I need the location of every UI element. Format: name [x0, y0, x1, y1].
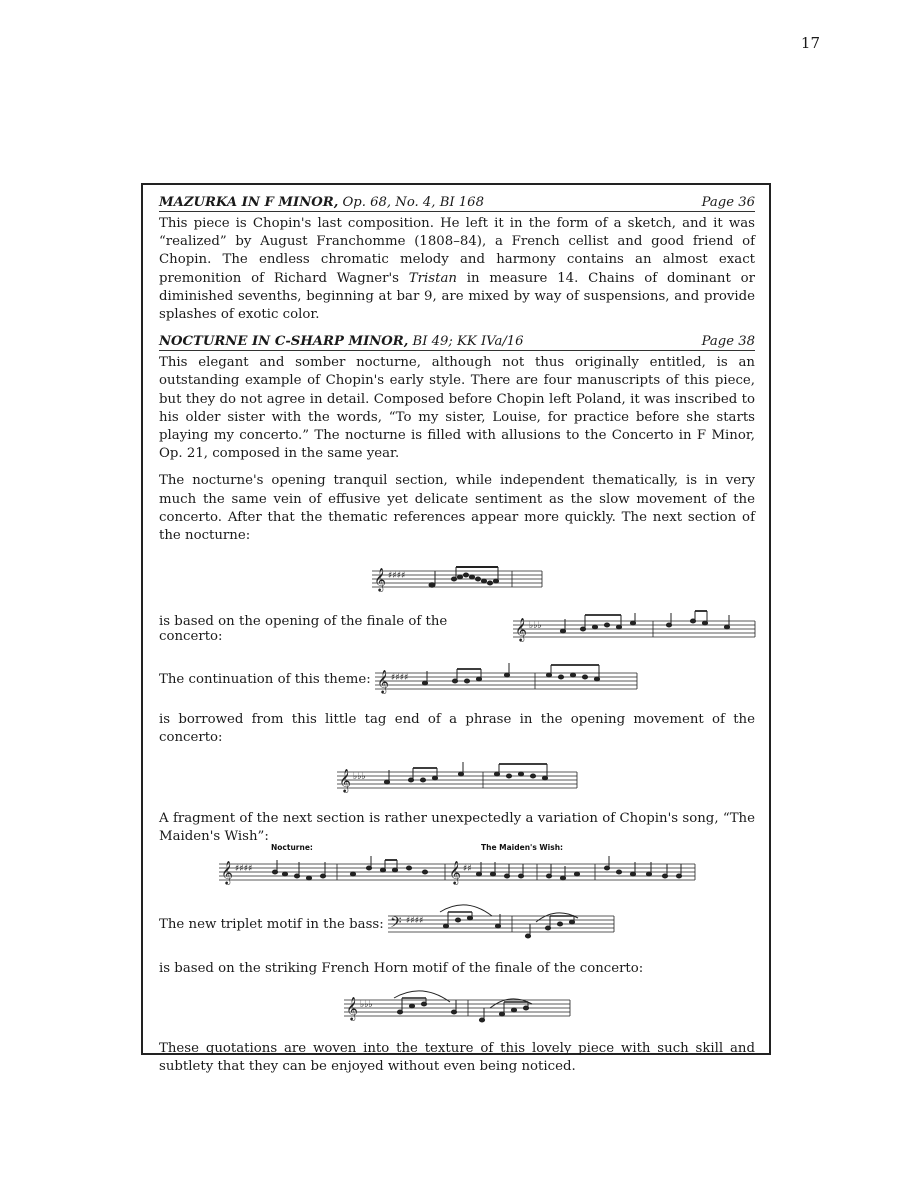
fragment-text: A fragment of the next section is rather unexpectedly a variation of Chopin's song, “The Maiden's Wish”:	[159, 810, 755, 844]
svg-text:𝄞: 𝄞	[376, 669, 389, 694]
svg-text:𝄞: 𝄞	[515, 617, 527, 642]
caption-nocturne: Nocturne:	[271, 843, 313, 853]
music-example-continuation	[375, 661, 637, 697]
mazurka-page-ref: Page 36	[701, 195, 755, 210]
mazurka-description	[159, 215, 755, 324]
nocturne-catalog: BI 49; KK IVa/16	[408, 334, 524, 350]
finale-row	[159, 611, 755, 647]
final-text: These quotations are woven into the texture of this lovely piece with such skill and subtlety that they can be enjoyed without even being noticed.	[159, 1041, 755, 1075]
horn-text: is based on the striking French Horn motif of the finale of the concerto:	[159, 961, 644, 977]
nocturne-title: NOCTURNE IN C-SHARP MINOR,	[159, 334, 409, 350]
svg-text:♭♭♭: ♭♭♭	[360, 1000, 373, 1011]
finale-text: is based on the opening of the finale of the concerto:	[159, 614, 448, 645]
music-example-concerto-tag	[337, 760, 577, 798]
svg-text:♭♭♭: ♭♭♭	[529, 621, 542, 632]
music-example-5-row	[159, 843, 755, 892]
music-example-1-row	[159, 559, 755, 597]
svg-text:𝄞: 𝄞	[374, 567, 386, 592]
nocturne-title-group	[159, 334, 524, 349]
music-example-maidens-wish	[219, 843, 695, 892]
mazurka-opus: Op. 68, No. 4, BI 168	[338, 195, 484, 210]
svg-text:♯♯♯♯: ♯♯♯♯	[390, 673, 409, 684]
nocturne-para-1: This elegant and somber nocturne, although not thus originally entitled, is an outstanding example of Chopin's early style. There are four manuscripts of this piece, but they do not agree in detail. Composed before Chopin left Poland, it was inscribed to his older sister with the words, “To my sister, Louise, for practice before she starts playing my concerto.” The nocturne is filled with allusions to the Concerto in F Minor, Op. 21, composed in the same year.	[159, 355, 755, 462]
page-number: 17	[800, 34, 820, 52]
continuation-row	[159, 661, 755, 697]
svg-text:𝄞: 𝄞	[221, 860, 233, 885]
mazurka-title: MAZURKA IN F MINOR,	[159, 195, 339, 210]
mazurka-text-b: in measure 14. Chains of dominant or diminished sevenths, beginning at bar 9, are mixed by way of suspensions, and provide splashes of exotic color.	[159, 270, 755, 323]
mazurka-title-group	[159, 195, 484, 210]
svg-text:♭♭♭: ♭♭♭	[353, 771, 366, 782]
music-example-4-row	[159, 760, 755, 798]
nocturne-para-2: The nocturne's opening tranquil section, while independent thematically, is in very much the same vein of effusive yet delicate sentiment as the slow movement of the concerto. After that the thematic references appear more quickly. The next section of the nocturne:	[159, 473, 755, 544]
mazurka-heading	[159, 195, 755, 212]
svg-text:♯♯♯♯: ♯♯♯♯	[405, 916, 424, 927]
program-notes-box	[141, 183, 771, 1075]
mazurka-text-italic: Tristan	[408, 270, 457, 286]
svg-text:♯♯: ♯♯	[463, 864, 472, 875]
continuation-text: The continuation of this theme:	[159, 671, 371, 687]
music-example-concerto-finale	[513, 611, 755, 647]
svg-text:♯♯♯♯: ♯♯♯♯	[235, 864, 253, 875]
music-example-nocturne-section	[372, 559, 542, 597]
triplet-text: The new triplet motif in the bass:	[159, 916, 384, 932]
svg-text:𝄞: 𝄞	[339, 767, 351, 792]
nocturne-heading	[159, 334, 755, 351]
svg-text:♯♯♯♯: ♯♯♯♯	[388, 571, 406, 582]
triplet-row	[159, 902, 755, 946]
svg-text:𝄞: 𝄞	[449, 860, 461, 885]
svg-text:𝄞: 𝄞	[346, 996, 358, 1021]
mazurka-text-a: This piece is Chopin's last composition. He left it in the form of a sketch, and it was “realized” by August Franchomme (1808–84), a French cellist and good friend of Chopin. The endless chromatic melody and harmony contains an almost exact premonition of Richard Wagner's	[159, 216, 755, 286]
music-example-7-row	[159, 986, 755, 1030]
nocturne-page-ref: Page 38	[701, 334, 755, 350]
caption-maidens-wish: The Maiden's Wish:	[481, 843, 564, 853]
borrowed-text: is borrowed from this little tag end of a phrase in the opening movement of the concerto:	[159, 712, 755, 746]
music-example-triplet-bass	[388, 902, 614, 946]
svg-text:𝄢: 𝄢	[389, 914, 402, 936]
music-example-french-horn	[344, 986, 570, 1030]
